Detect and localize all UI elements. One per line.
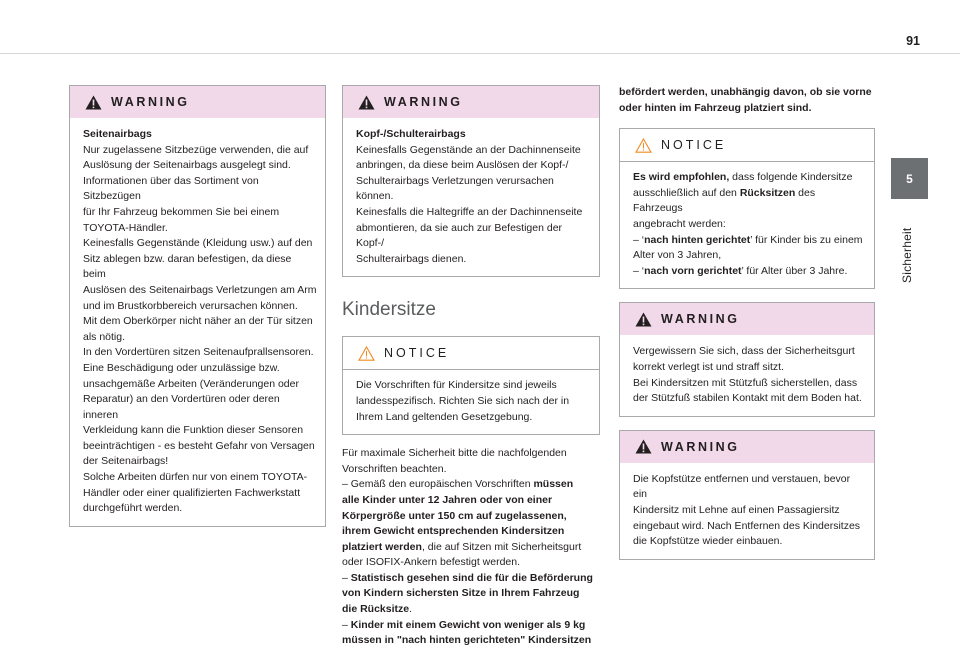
- warning-body: [70, 118, 325, 526]
- text-line: Eine Beschädigung oder unzulässige bzw.: [83, 361, 280, 374]
- text-line: oder ISOFIX-Ankern befestigt werden.: [342, 556, 521, 569]
- column-2: [342, 85, 600, 649]
- text-line: Bei Kindersitzen mit Stützfuß sicherstellen, dass: [633, 376, 858, 389]
- warning-triangle-icon: [635, 439, 652, 454]
- warning-header: [620, 303, 874, 335]
- text-line: Schulterairbags Verletzungen verursachen können.: [356, 174, 554, 203]
- header-divider: [0, 53, 960, 54]
- notice-title: NOTICE: [384, 346, 450, 361]
- text-line: Informationen über das Sortiment von Sitzbezügen: [83, 174, 259, 203]
- warning-header: [70, 86, 325, 118]
- text-line: Reparatur) an den Vordertüren oder deren inneren: [83, 393, 280, 421]
- text-line: abmontieren, da sie auch zur Befestigen der Kopf-/: [356, 221, 563, 250]
- text-line: Ihrem Land geltenden Gesetzgebung.: [356, 410, 533, 423]
- text-line: ausschließlich auf den Rücksitzen des Fahrzeugs: [633, 186, 816, 215]
- text-line: die Rücksitze.: [342, 603, 413, 616]
- text-line: für Ihr Fahrzeug bekommen Sie bei einem: [83, 205, 280, 218]
- text-line: und im Brustkorbbereich verursachen können.: [83, 299, 298, 312]
- notice-triangle-icon: [358, 346, 375, 361]
- warning-body: [343, 118, 599, 276]
- text-line: angebracht werden:: [633, 217, 726, 230]
- warning-title: WARNING: [384, 95, 463, 109]
- text-line: Keinesfalls Gegenstände (Kleidung usw.) auf den: [83, 237, 313, 250]
- notice-box-regulations: [342, 336, 600, 435]
- text-line: TOYOTA-Händler.: [83, 221, 168, 234]
- text-line: Keinesfalls Gegenstände an der Dachinnenseite: [356, 143, 581, 156]
- warning-title: WARNING: [111, 95, 190, 109]
- text-line: Die Vorschriften für Kindersitze sind jeweils: [356, 379, 557, 392]
- text-line: müssen in "nach hinten gerichteten" Kindersitzen: [342, 634, 592, 647]
- text-line: korrekt verlegt ist und straff sitzt.: [633, 360, 784, 373]
- text-line: Es wird empfohlen, dass folgende Kindersitze: [633, 171, 853, 184]
- continued-text: [619, 85, 875, 116]
- text-line: der Stützfuß stabilen Kontakt mit dem Boden hat.: [633, 392, 862, 405]
- warning-triangle-icon: [635, 312, 652, 327]
- warning-header: [343, 86, 599, 118]
- text-line: alle Kinder unter 12 Jahren oder von einer: [342, 493, 553, 506]
- warning-heading: Kopf-/Schulterairbags: [356, 128, 466, 140]
- warning-box-seatbelt: [619, 302, 875, 416]
- text-line: der Seitenairbags!: [83, 455, 169, 468]
- text-line: Alter von 3 Jahren,: [633, 249, 722, 262]
- notice-header: [620, 129, 874, 162]
- list-item: – Gemäß den europäischen Vorschriften müssen: [342, 478, 574, 491]
- text-line: Händler oder einer qualifizierten Fachwerkstatt: [83, 486, 301, 499]
- text-line: Verkleidung kann die Funktion dieser Sensoren: [83, 424, 304, 437]
- notice-triangle-icon: [635, 138, 652, 153]
- warning-triangle-icon: [85, 95, 102, 110]
- list-item: – ‘nach hinten gerichtet’ für Kinder bis zu einem: [633, 233, 863, 246]
- text-line: Keinesfalls die Haltegriffe an der Dachinnenseite: [356, 205, 583, 218]
- chapter-label: Sicherheit: [900, 227, 914, 283]
- page-number: 91: [906, 34, 920, 48]
- text-line: Auslösen des Seitenairbags Verletzungen am Arm: [83, 283, 317, 296]
- text-line: Für maximale Sicherheit bitte die nachfolgenden: [342, 447, 567, 460]
- list-item: – Statistisch gesehen sind die für die Beförderung: [342, 571, 593, 584]
- text-line: Körpergröße unter 150 cm auf zugelassenen,: [342, 509, 567, 522]
- warning-header: [620, 431, 874, 463]
- body-text: [342, 446, 600, 649]
- warning-body: [620, 463, 874, 559]
- text-line: Nur zugelassene Sitzbezüge verwenden, die auf: [83, 143, 309, 156]
- text-line: Sitz ablegen bzw. daran befestigen, da diese beim: [83, 252, 292, 281]
- notice-body: [620, 162, 874, 288]
- text-line: Mit dem Oberkörper nicht näher an der Tür sitzen: [83, 315, 313, 328]
- text-line: ihrem Gewicht entsprechenden Kindersitzen: [342, 525, 565, 538]
- text-line: anbringen, da diese beim Auslösen der Kopf-/: [356, 159, 569, 172]
- warning-title: WARNING: [661, 439, 740, 454]
- warning-box-side-airbags: [69, 85, 326, 527]
- text-line: Solche Arbeiten dürfen nur von einem TOYOTA-: [83, 471, 308, 484]
- text-line: platziert werden, die auf Sitzen mit Sicherheitsgurt: [342, 540, 582, 553]
- text-line: In den Vordertüren sitzen Seitenaufprallsensoren.: [83, 346, 314, 359]
- text-line: Vorschriften beachten.: [342, 462, 447, 475]
- list-item: – Kinder mit einem Gewicht von weniger als 9 kg: [342, 618, 586, 631]
- column-3: [619, 85, 875, 560]
- warning-box-head-airbags: [342, 85, 600, 277]
- text-line: eingebaut wird. Nach Entfernen des Kindersitzes: [633, 519, 861, 532]
- chapter-tab[interactable]: [891, 158, 928, 199]
- text-line: oder hinten im Fahrzeug platziert sind.: [619, 101, 812, 114]
- chapter-number: 5: [906, 171, 913, 186]
- text-line: Die Kopfstütze entfernen und verstauen, bevor ein: [633, 472, 851, 501]
- text-line: Auslösung der Seitenairbags ausgelegt sind.: [83, 159, 291, 172]
- text-line: Schulterairbags dienen.: [356, 252, 467, 265]
- section-title: Kindersitze: [342, 299, 436, 321]
- text-line: unsachgemäße Arbeiten (Veränderungen oder: [83, 377, 299, 390]
- notice-title: NOTICE: [661, 138, 727, 153]
- text-line: als nötig.: [83, 330, 126, 343]
- warning-triangle-icon: [358, 95, 375, 110]
- notice-box-rear-seats: [619, 128, 875, 289]
- notice-body: [343, 370, 599, 434]
- text-line: die Kopfstütze wieder einbauen.: [633, 535, 783, 548]
- text-line: befördert werden, unabhängig davon, ob sie vorne: [619, 86, 872, 98]
- notice-header: [343, 337, 599, 370]
- list-item: – ‘nach vorn gerichtet’ für Alter über 3 Jahre.: [633, 264, 848, 277]
- warning-heading: Seitenairbags: [83, 128, 152, 140]
- text-line: Vergewissern Sie sich, dass der Sicherheitsgurt: [633, 345, 855, 358]
- text-line: durchgeführt werden.: [83, 502, 183, 515]
- text-line: beeinträchtigen - es besteht Gefahr von Versagen: [83, 439, 315, 452]
- text-line: landesspezifisch. Richten Sie sich nach der in: [356, 394, 570, 407]
- warning-title: WARNING: [661, 312, 740, 327]
- text-line: von Kindern sichersten Sitze in Ihrem Fahrzeug: [342, 587, 580, 600]
- warning-box-headrest: [619, 430, 875, 560]
- text-line: Kindersitz mit Lehne auf einen Passagiersitz: [633, 503, 840, 516]
- column-1: [69, 85, 326, 527]
- warning-body: [620, 335, 874, 415]
